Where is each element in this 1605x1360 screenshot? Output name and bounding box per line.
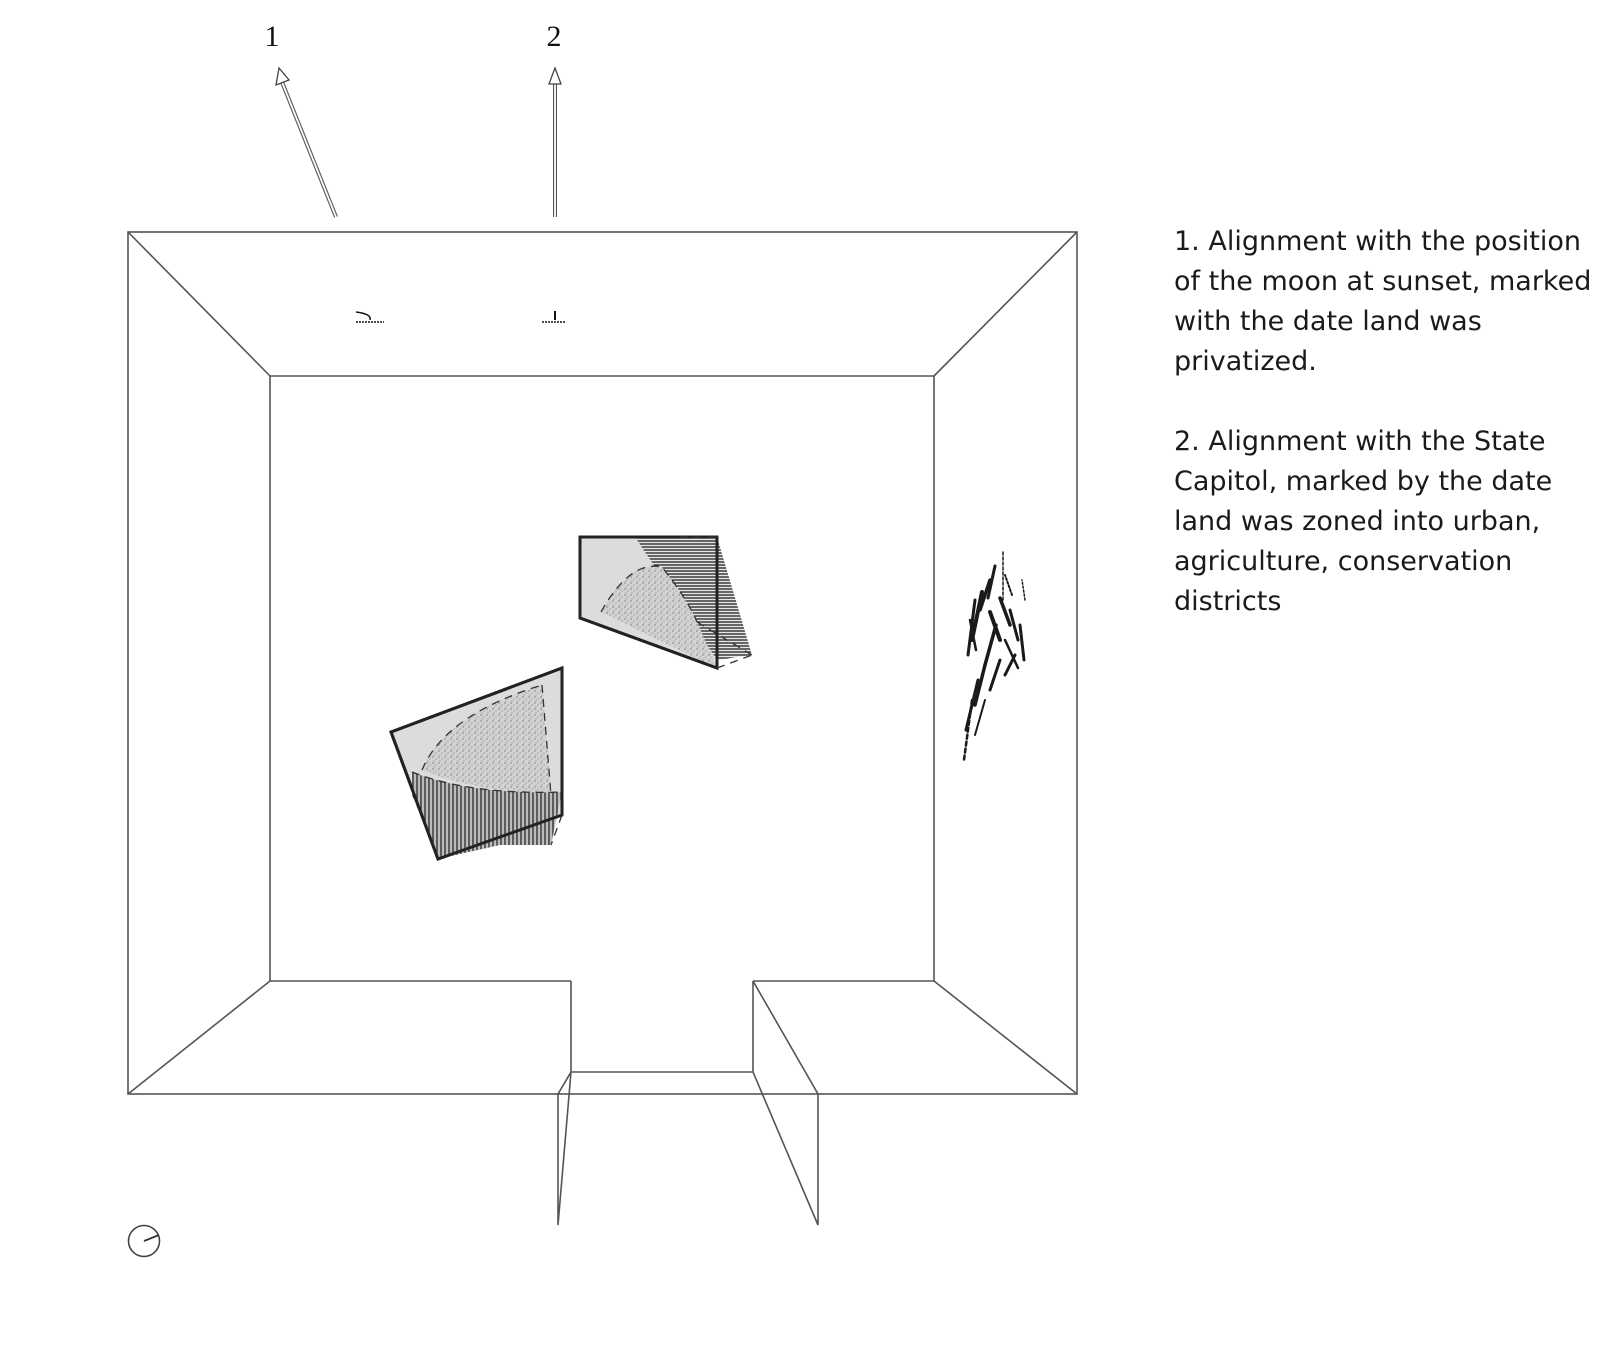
wall-marker-moon xyxy=(356,312,384,322)
wall-marker-capitol xyxy=(542,311,566,322)
panel-sculpture-lower xyxy=(391,668,562,859)
arrow-2-label: 2 xyxy=(546,20,562,53)
arrow-1-label: 1 xyxy=(264,20,280,53)
entrance-doorway xyxy=(558,981,818,1225)
alignment-arrow-1 xyxy=(276,68,336,217)
dial-symbol xyxy=(129,1226,160,1257)
panel-sculpture-upper xyxy=(580,537,752,668)
legend xyxy=(1174,222,1599,662)
legend-item-2: 2. Alignment with the State Capitol, marked by the date land was zoned into urban, agriculture, conservation districts xyxy=(1174,426,1553,617)
room-outline xyxy=(128,232,1077,1094)
alignment-arrow-2 xyxy=(549,68,561,217)
wall-texture-right xyxy=(964,552,1025,760)
legend-item-1: 1. Alignment with the position of the moon at sunset, marked with the date land was privatized. xyxy=(1174,226,1592,377)
